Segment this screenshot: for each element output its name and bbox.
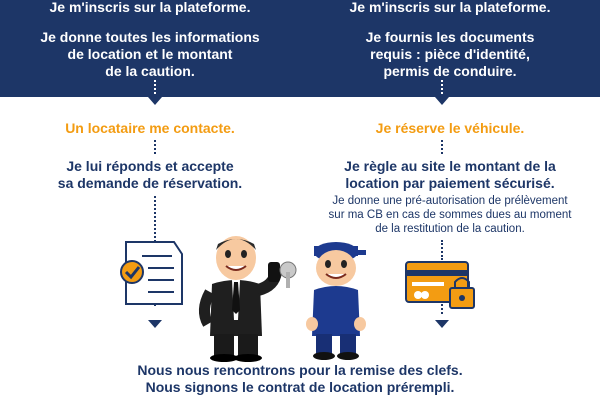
- owner-info-text: Je donne toutes les informations de location et le montant de la caution.: [40, 29, 260, 79]
- renter-reserve-text: Je réserve le véhicule.: [375, 120, 525, 136]
- renter-arrow-1: [435, 97, 449, 105]
- owner-connector-2: [154, 140, 156, 154]
- renter-pay-text: Je règle au site le montant de la location par paiement sécurisé.: [344, 158, 556, 191]
- owner-signup-text: Je m'inscris sur la plateforme.: [49, 0, 251, 15]
- renter-docs-text: Je fournis les documents requis : pièce d'identité, permis de conduire.: [365, 29, 535, 79]
- renter-connector-1: [441, 80, 443, 94]
- renter-connector-2: [441, 140, 443, 154]
- car-keys-icon: [188, 232, 306, 362]
- renter-preauth-text: Je donne une pré-autorisation de prélèvement sur ma CB en cas de sommes dues au moment de la restitution de la caution.: [328, 195, 572, 235]
- owner-reply-text: Je lui réponds et accepte sa demande de réservation.: [57, 158, 243, 191]
- contract-icon: [112, 238, 188, 308]
- renter-connector-3: [441, 240, 443, 260]
- renter-figure-icon: [300, 236, 372, 360]
- meeting-text: Nous nous rencontrons pour la remise des clefs. Nous signons le contrat de location prérempli.: [137, 362, 463, 395]
- owner-connector-1: [154, 80, 156, 94]
- renter-signup-text: Je m'inscris sur la plateforme.: [349, 0, 551, 15]
- owner-contacted-text: Un locataire me contacte.: [65, 120, 235, 136]
- owner-arrow-1: [148, 97, 162, 105]
- owner-arrow-2: [148, 320, 162, 328]
- renter-arrow-2: [435, 320, 449, 328]
- payment-card-icon: [404, 258, 480, 314]
